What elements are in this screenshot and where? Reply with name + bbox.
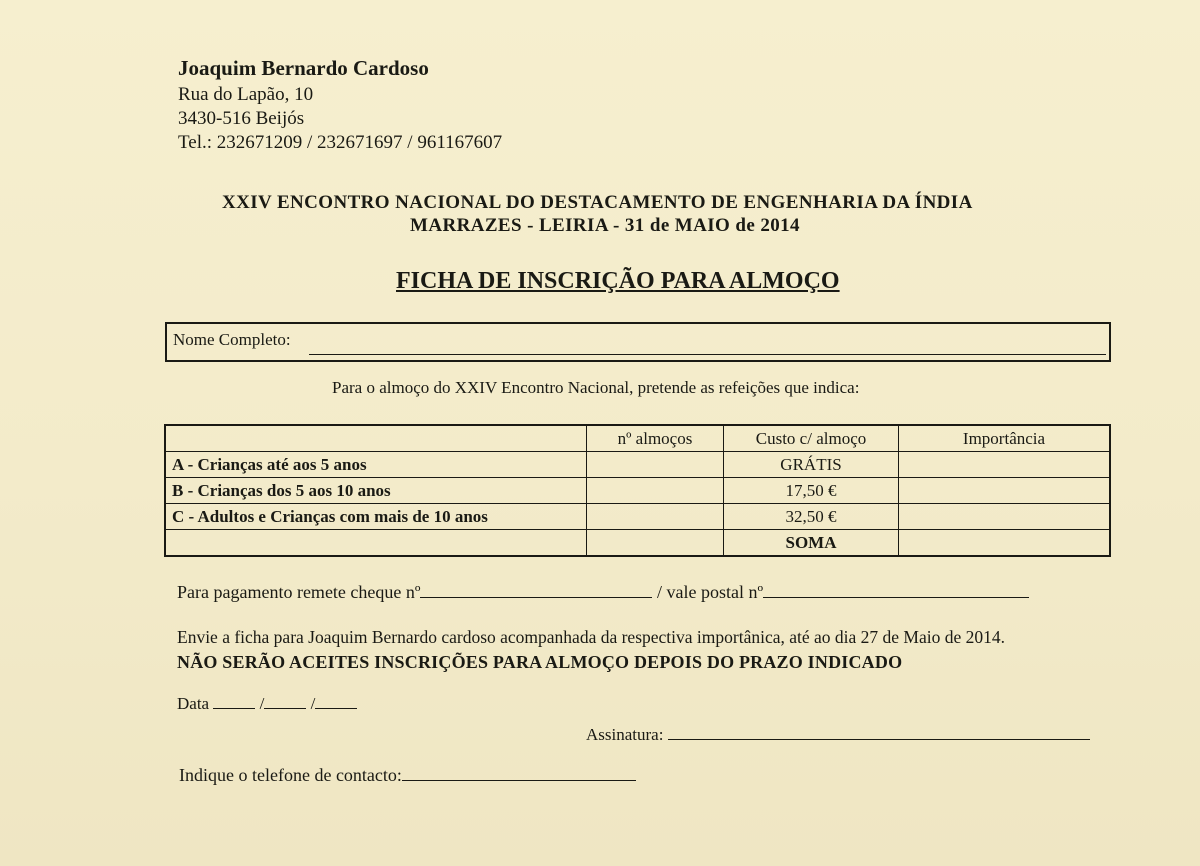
meal-intro-text: Para o almoço do XXIV Encontro Nacional, pretende as refeições que indica: [332,378,860,397]
cost-cell: 32,50 € [724,504,899,530]
date-month-field[interactable] [264,694,306,709]
payment-line [177,582,1029,603]
header-amount: Importância [899,425,1111,452]
deadline-warning: NÃO SERÃO ACEITES INSCRIÇÕES PARA ALMOÇO DEPOIS DO PRAZO INDICADO [177,652,903,672]
category-cell: C - Adultos e Crianças com mais de 10 anos [165,504,587,530]
full-name-field[interactable] [309,354,1106,355]
empty-cell [587,530,724,557]
category-cell: B - Crianças dos 5 aos 10 anos [165,478,587,504]
postal-order-label: / vale postal nº [652,582,764,602]
sender-street: Rua do Lapão, 10 [178,84,314,105]
cheque-number-field[interactable] [420,583,652,598]
header-category [165,425,587,452]
event-location-date: MARRAZES - LEIRIA - 31 de MAIO de 2014 [410,215,800,236]
signature-field[interactable] [668,725,1090,740]
signature-label: Assinatura: [586,725,664,744]
date-separator: / [306,694,316,713]
send-instructions: Envie a ficha para Joaquim Bernardo cardoso acompanhada da respectiva importânica, até ao dia 27 de Maio de 2014. [177,627,1006,647]
total-amount-cell[interactable] [899,530,1111,557]
full-name-label: Nome Completo: [173,330,291,349]
sender-name: Joaquim Bernardo Cardoso [178,56,429,80]
header-cost-per-meal: Custo c/ almoço [724,425,899,452]
sender-phones: Tel.: 232671209 / 232671697 / 961167607 [178,132,503,153]
empty-cell [165,530,587,557]
header-meal-count: nº almoços [587,425,724,452]
table-row [165,478,1110,504]
sender-postal-code: 3430-516 Beijós [178,108,305,129]
cost-cell: GRÁTIS [724,452,899,478]
amount-cell[interactable] [899,504,1111,530]
category-cell: A - Crianças até aos 5 anos [165,452,587,478]
table-row [165,452,1110,478]
full-name-box [165,322,1111,362]
meal-count-cell[interactable] [587,452,724,478]
cost-cell: 17,50 € [724,478,899,504]
meal-count-cell[interactable] [587,478,724,504]
cheque-label: Para pagamento remete cheque nº [177,582,421,602]
date-year-field[interactable] [315,694,357,709]
date-line [177,694,357,714]
table-total-row [165,530,1110,557]
signature-line [586,725,1090,745]
postal-order-number-field[interactable] [763,583,1029,598]
table-row [165,504,1110,530]
date-separator: / [255,694,265,713]
event-title: XXIV ENCONTRO NACIONAL DO DESTACAMENTO DE ENGENHARIA DA ÍNDIA [222,192,973,213]
contact-phone-line [179,765,636,786]
meals-table [164,424,1111,557]
meal-count-cell[interactable] [587,504,724,530]
amount-cell[interactable] [899,452,1111,478]
contact-phone-field[interactable] [402,766,636,781]
date-label: Data [177,694,210,713]
contact-phone-label: Indique o telefone de contacto: [179,765,402,785]
form-title: FICHA DE INSCRIÇÃO PARA ALMOÇO [396,268,840,294]
total-label: SOMA [724,530,899,557]
amount-cell[interactable] [899,478,1111,504]
table-header-row [165,425,1110,452]
date-day-field[interactable] [213,694,255,709]
